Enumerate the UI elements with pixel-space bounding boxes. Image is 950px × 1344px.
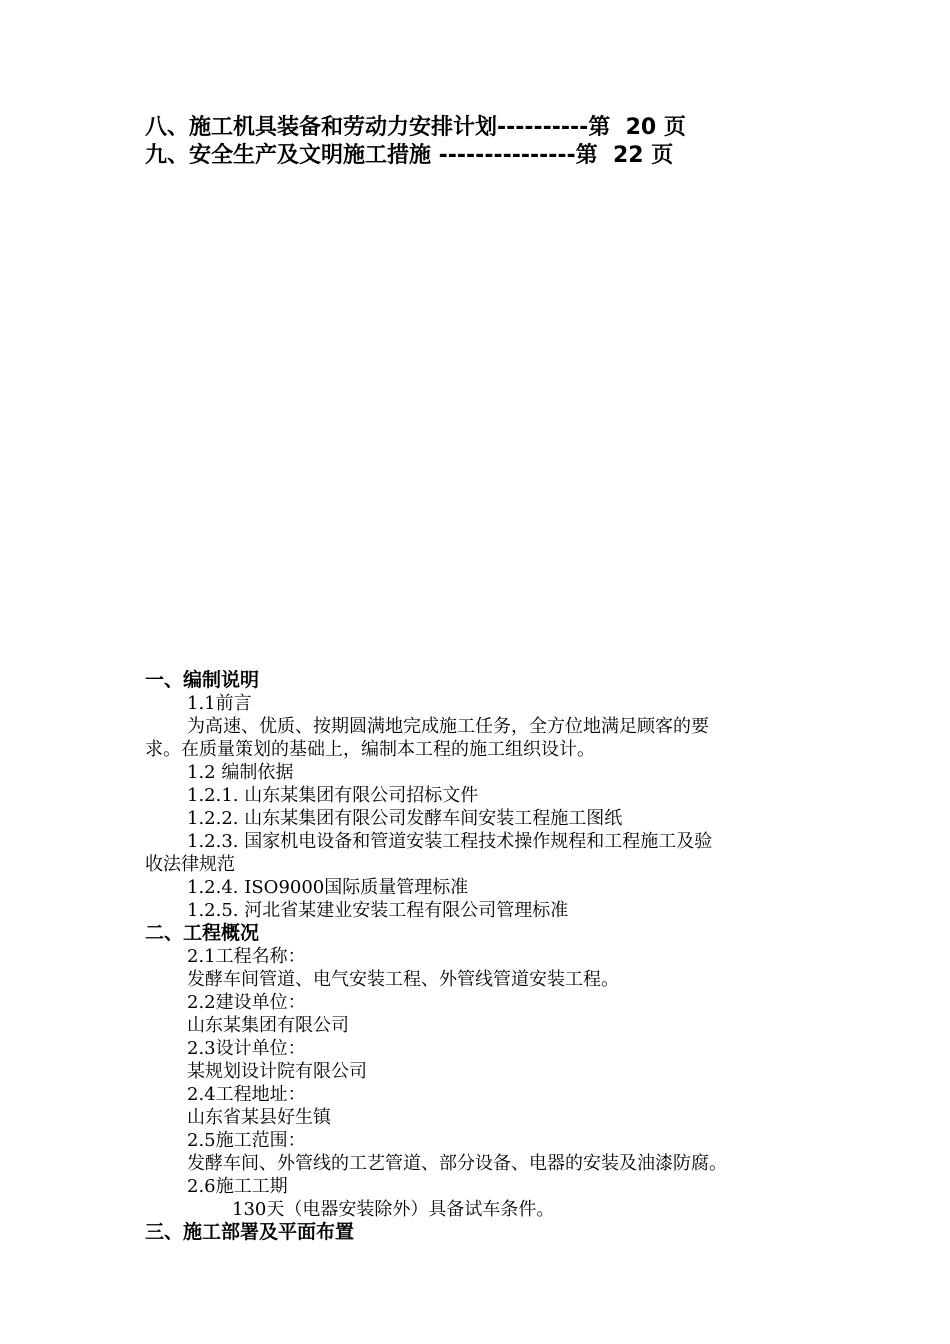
subheading-basis: 1.2 编制依据 xyxy=(187,762,294,783)
address-value: 山东省某县好生镇 xyxy=(187,1107,331,1128)
project-name-value: 发酵车间管道、电气安装工程、外管线管道安装工程。 xyxy=(187,969,619,990)
designer-value: 某规划设计院有限公司 xyxy=(187,1061,367,1082)
document-body xyxy=(145,669,855,1244)
basis-item-3-line-2: 收法律规范 xyxy=(145,854,235,875)
designer-label: 2.3设计单位： xyxy=(187,1038,306,1059)
subheading-preface: 1.1前言 xyxy=(187,693,252,714)
address-label: 2.4工程地址： xyxy=(187,1084,306,1105)
section-heading-3: 三、施工部署及平面布置 xyxy=(145,1221,355,1243)
basis-item-5: 1.2.5. 河北省某建业安装工程有限公司管理标准 xyxy=(187,900,569,921)
duration-label: 2.6施工工期 xyxy=(187,1176,288,1197)
basis-item-1: 1.2.1. 山东某集团有限公司招标文件 xyxy=(187,785,479,806)
project-name-label: 2.1工程名称： xyxy=(187,946,306,967)
toc-entry-8: 八、施工机具装备和劳动力安排计划----------第 20 页 xyxy=(145,115,686,140)
section-heading-1: 一、编制说明 xyxy=(145,669,260,691)
toc-entry-9: 九、安全生产及文明施工措施 ---------------第 22 页 xyxy=(145,143,674,168)
preface-text-line-1: 为高速、优质、按期圆满地完成施工任务，全方位地满足顾客的要 xyxy=(187,716,709,737)
client-label: 2.2建设单位： xyxy=(187,992,306,1013)
basis-item-4: 1.2.4. ISO9000国际质量管理标准 xyxy=(187,877,469,898)
section-heading-2: 二、工程概况 xyxy=(145,922,260,944)
table-of-contents xyxy=(145,114,865,170)
client-value: 山东某集团有限公司 xyxy=(187,1015,349,1036)
scope-label: 2.5施工范围： xyxy=(187,1130,306,1151)
basis-item-3-line-1: 1.2.3. 国家机电设备和管道安装工程技术操作规程和工程施工及验 xyxy=(187,831,713,852)
scope-value: 发酵车间、外管线的工艺管道、部分设备、电器的安装及油漆防腐。 xyxy=(187,1153,727,1174)
preface-text-line-2: 求。在质量策划的基础上，编制本工程的施工组织设计。 xyxy=(145,739,595,760)
duration-value: 130天（电器安装除外）具备试车条件。 xyxy=(232,1199,555,1220)
basis-item-2: 1.2.2. 山东某集团有限公司发酵车间安装工程施工图纸 xyxy=(187,808,623,829)
